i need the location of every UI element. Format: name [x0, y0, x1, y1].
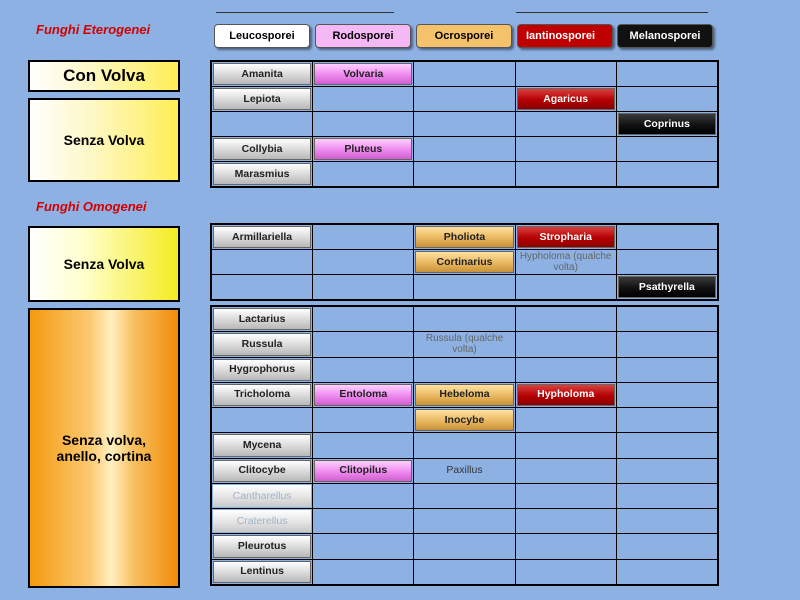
table-cell	[617, 433, 717, 457]
table-cell	[617, 62, 717, 86]
genus-hypholoma: Hypholoma	[517, 384, 615, 406]
table-cell	[212, 509, 312, 533]
table-cell	[414, 383, 514, 407]
table-cell	[212, 408, 312, 432]
table-cell	[313, 484, 413, 508]
genus-table-omogenei-senza-volva	[210, 223, 719, 301]
table-cell	[414, 225, 514, 249]
table-cell	[313, 534, 413, 558]
table-cell	[516, 307, 616, 331]
genus-clitopilus: Clitopilus	[314, 460, 412, 482]
table-cell	[212, 560, 312, 584]
table-cell	[516, 162, 616, 186]
genus-russula: Russula (qualche volta)	[425, 333, 504, 356]
table-cell	[516, 225, 616, 249]
table-cell	[516, 484, 616, 508]
table-cell	[516, 534, 616, 558]
genus-cantharellus: Cantharellus	[213, 485, 311, 507]
table-cell	[617, 358, 717, 382]
genus-mycena: Mycena	[213, 434, 311, 456]
table-cell	[313, 433, 413, 457]
genus-psathyrella: Psathyrella	[618, 276, 716, 298]
table-cell	[414, 484, 514, 508]
table-cell	[212, 484, 312, 508]
table-cell	[516, 408, 616, 432]
table-cell	[617, 484, 717, 508]
table-cell	[516, 509, 616, 533]
table-cell	[516, 433, 616, 457]
table-cell	[516, 275, 616, 299]
genus-cortinarius: Cortinarius	[415, 251, 513, 273]
table-cell	[313, 225, 413, 249]
table-cell	[617, 225, 717, 249]
table-cell	[617, 112, 717, 136]
header-leucosporei: Leucosporei	[214, 24, 310, 48]
table-cell	[516, 137, 616, 161]
genus-stropharia: Stropharia	[517, 226, 615, 248]
table-cell	[617, 459, 717, 483]
row-label-senza-volva-anello-line1: Senza volva,	[61, 432, 147, 448]
table-cell	[617, 250, 717, 274]
table-cell	[313, 408, 413, 432]
table-cell	[516, 383, 616, 407]
table-cell	[212, 112, 312, 136]
table-cell	[516, 87, 616, 111]
genus-coprinus: Coprinus	[618, 113, 716, 135]
table-cell	[313, 332, 413, 356]
table-cell	[414, 250, 514, 274]
section-title-eterogenei: Funghi Eterogenei	[36, 22, 151, 37]
top-divider-right	[516, 12, 708, 13]
table-cell	[313, 62, 413, 86]
table-cell	[617, 162, 717, 186]
table-cell	[617, 560, 717, 584]
genus-craterellus: Craterellus	[213, 510, 311, 532]
genus-agaricus: Agaricus	[517, 88, 615, 110]
table-cell	[414, 87, 514, 111]
genus-amanita: Amanita	[213, 63, 311, 85]
row-label-senza-volva-eterogenei-text: Senza Volva	[63, 132, 145, 148]
table-cell	[516, 358, 616, 382]
genus-hebeloma: Hebeloma	[415, 384, 513, 406]
table-cell	[313, 307, 413, 331]
table-cell	[313, 383, 413, 407]
table-cell	[414, 275, 514, 299]
header-iantinosporei: Iantinosporei	[517, 24, 613, 48]
table-cell	[414, 534, 514, 558]
table-cell	[212, 250, 312, 274]
section-title-omogenei: Funghi Omogenei	[36, 199, 147, 214]
table-cell	[212, 459, 312, 483]
table-cell	[212, 383, 312, 407]
table-cell	[516, 560, 616, 584]
genus-table-omogenei-senza-anello	[210, 305, 719, 586]
table-cell	[414, 307, 514, 331]
genus-hygrophorus: Hygrophorus	[213, 359, 311, 381]
table-cell	[617, 408, 717, 432]
table-cell	[212, 87, 312, 111]
table-cell	[414, 112, 514, 136]
genus-pleurotus: Pleurotus	[213, 535, 311, 557]
table-cell	[313, 162, 413, 186]
row-label-senza-volva-omogenei-text: Senza Volva	[63, 256, 145, 272]
row-label-senza-volva-anello-line2: anello, cortina	[56, 448, 152, 464]
table-cell	[617, 137, 717, 161]
table-cell	[212, 332, 312, 356]
table-cell	[313, 560, 413, 584]
genus-pluteus: Pluteus	[314, 138, 412, 160]
table-cell	[212, 62, 312, 86]
table-cell	[617, 534, 717, 558]
table-cell	[212, 358, 312, 382]
table-cell	[414, 509, 514, 533]
genus-lactarius: Lactarius	[213, 308, 311, 330]
genus-pholiota: Pholiota	[415, 226, 513, 248]
table-cell	[414, 408, 514, 432]
table-cell	[313, 275, 413, 299]
table-cell	[414, 358, 514, 382]
row-label-con-volva-text: Con Volva	[63, 66, 145, 85]
table-cell	[516, 459, 616, 483]
table-cell	[313, 509, 413, 533]
table-cell	[414, 62, 514, 86]
genus-lentinus: Lentinus	[213, 561, 311, 583]
table-cell	[212, 275, 312, 299]
table-cell	[212, 433, 312, 457]
table-cell	[414, 459, 514, 483]
table-cell	[313, 137, 413, 161]
row-label-senza-volva-omogenei	[28, 226, 180, 302]
genus-inocybe: Inocybe	[415, 409, 513, 431]
genus-clitocybe: Clitocybe	[213, 460, 311, 482]
table-cell	[212, 307, 312, 331]
genus-collybia: Collybia	[213, 138, 311, 160]
table-cell	[212, 137, 312, 161]
table-cell	[617, 332, 717, 356]
top-divider-left	[216, 12, 394, 13]
header-rodosporei: Rodosporei	[315, 24, 411, 48]
table-cell	[414, 162, 514, 186]
genus-entoloma: Entoloma	[314, 384, 412, 406]
table-cell	[516, 62, 616, 86]
table-cell	[212, 225, 312, 249]
genus-lepiota: Lepiota	[213, 88, 311, 110]
table-cell	[617, 87, 717, 111]
table-cell	[414, 332, 514, 356]
table-cell	[617, 383, 717, 407]
genus-table-eterogenei	[210, 60, 719, 188]
table-cell	[313, 250, 413, 274]
genus-armillariella: Armillariella	[213, 226, 311, 248]
header-melanosporei: Melanosporei	[617, 24, 713, 48]
table-cell	[414, 433, 514, 457]
genus-paxillus: Paxillus	[446, 464, 483, 477]
genus-hypholoma: Hypholoma (qualche volta)	[519, 251, 612, 273]
table-cell	[212, 162, 312, 186]
table-cell	[313, 459, 413, 483]
table-cell	[617, 275, 717, 299]
genus-russula: Russula	[213, 333, 311, 355]
row-label-senza-volva-anello-cortina	[28, 308, 180, 588]
table-cell	[212, 534, 312, 558]
header-ocrosporei: Ocrosporei	[416, 24, 512, 48]
table-cell	[313, 358, 413, 382]
table-cell	[313, 112, 413, 136]
genus-tricholoma: Tricholoma	[213, 384, 311, 406]
table-cell	[414, 560, 514, 584]
table-cell	[516, 332, 616, 356]
genus-marasmius: Marasmius	[213, 163, 311, 185]
table-cell	[617, 307, 717, 331]
table-cell	[516, 112, 616, 136]
table-cell	[617, 509, 717, 533]
row-label-con-volva	[28, 60, 180, 92]
table-cell	[414, 137, 514, 161]
table-cell	[313, 87, 413, 111]
row-label-senza-volva-eterogenei	[28, 98, 180, 182]
genus-volvaria: Volvaria	[314, 63, 412, 85]
table-cell	[516, 250, 616, 274]
